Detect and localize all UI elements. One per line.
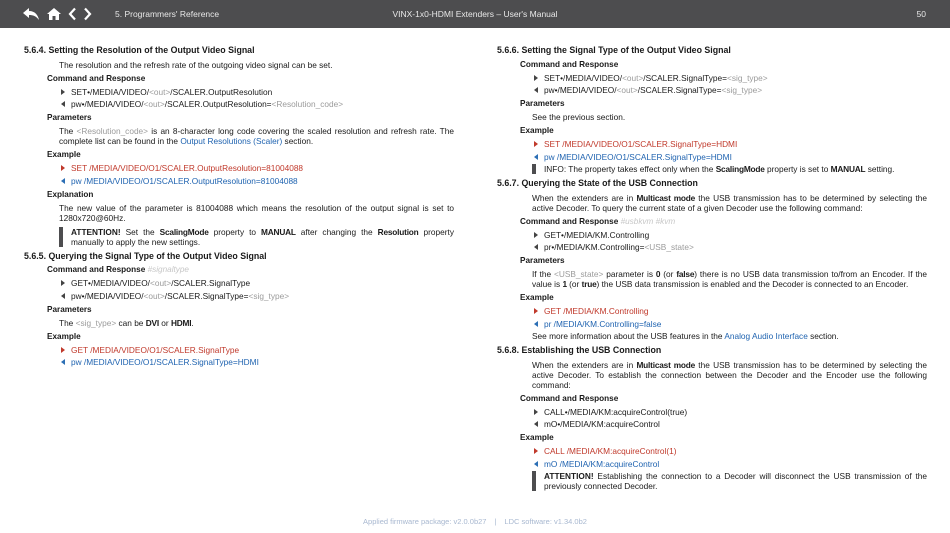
arrow-right-icon: [61, 280, 65, 286]
arrow-left-icon: [61, 359, 65, 365]
parameters-text: The <sig_type> can be DVI or HDMI.: [59, 317, 194, 328]
section-intro: When the extenders are in Multicast mode the USB transmission has to be determined by selecting the active Decoder. To query the current state of a given Decoder use the following command:: [532, 192, 927, 213]
firmware-version: Applied firmware package: v2.0.0b27: [363, 517, 487, 526]
see-more-text: See more information about the USB features in the Analog Audio Interface section.: [532, 331, 839, 341]
arrow-left-icon: [534, 321, 538, 327]
breadcrumb[interactable]: 5. Programmers' Reference: [115, 9, 220, 19]
response-line: pr•/MEDIA/KM.Controlling=<USB_state>: [544, 242, 927, 252]
section-title-5-6-6: 5.6.6. Setting the Signal Type of the Output Video Signal: [497, 45, 731, 55]
subheading-explanation: Explanation: [47, 189, 94, 199]
example-command: CALL /MEDIA/KM:acquireControl(1): [544, 446, 927, 456]
subheading-example: Example: [47, 331, 81, 341]
command-line: GET•/MEDIA/KM.Controlling: [544, 230, 927, 240]
explanation-text: The new value of the parameter is 81004088 which means the resolution of the output signal is set to 1280x720@60Hz.: [59, 202, 454, 223]
parameters-text: If the <USB_state> parameter is 0 (or false) there is no USB data transmission to/from an Encoder. If the value is 1 (or true) the USB data transmission is enabled and the Decoder is connected to an Encoder.: [532, 269, 927, 289]
example-command: GET /MEDIA/VIDEO/O1/SCALER.SignalType: [71, 345, 454, 355]
command-line: SET•/MEDIA/VIDEO/<out>/SCALER.OutputResolution: [71, 87, 454, 97]
subheading-parameters: Parameters: [520, 99, 565, 108]
link-output-resolutions[interactable]: Output Resolutions (Scaler): [180, 136, 283, 146]
subheading-command-response: Command and Response #signaltype: [47, 265, 189, 274]
section-title-5-6-4: 5.6.4. Setting the Resolution of the Output Video Signal: [24, 45, 255, 55]
example-response: mO /MEDIA/KM:acquireControl: [544, 459, 927, 469]
arrow-right-icon: [61, 347, 65, 353]
subheading-example: Example: [47, 150, 81, 159]
subheading-example: Example: [520, 293, 554, 302]
example-response: pw /MEDIA/VIDEO/O1/SCALER.SignalType=HDMI: [544, 152, 927, 162]
arrow-left-icon: [534, 461, 538, 467]
response-line: mO•/MEDIA/KM:acquireControl: [544, 419, 927, 429]
ldc-version: LDC software: v1.34.0b2: [504, 517, 587, 526]
arrow-right-icon: [61, 89, 65, 95]
arrow-left-icon: [534, 87, 538, 93]
subheading-command-response: Command and Response: [520, 393, 619, 403]
subheading-command-response: Command and Response #usbkvm #kvm: [520, 216, 676, 226]
example-response: pw /MEDIA/VIDEO/O1/SCALER.OutputResolution=81004088: [71, 176, 454, 186]
arrow-right-icon: [534, 448, 538, 454]
response-line: pw•/MEDIA/VIDEO/<out>/SCALER.SignalType=<sig_type>: [71, 291, 454, 301]
subheading-example: Example: [520, 126, 554, 135]
arrow-right-icon: [534, 75, 538, 81]
attention-note: ATTENTION! Set the ScalingMode property to MANUAL after changing the Resolution property manually to apply the new settings.: [59, 227, 454, 247]
arrow-right-icon: [534, 308, 538, 314]
subheading-parameters: Parameters: [520, 256, 565, 265]
left-column: [24, 45, 454, 370]
example-response: pr /MEDIA/KM.Controlling=false: [544, 319, 927, 329]
command-line: GET•/MEDIA/VIDEO/<out>/SCALER.SignalType: [71, 278, 454, 288]
top-bar: [0, 0, 950, 28]
parameters-text: See the previous section.: [532, 112, 626, 122]
subheading-command-response: Command and Response: [520, 59, 619, 69]
attention-note: ATTENTION! Establishing the connection to a Decoder will disconnect the USB transmission of the previously connected Decoder.: [532, 471, 927, 491]
arrow-right-icon: [534, 409, 538, 415]
arrow-left-icon: [61, 293, 65, 299]
subheading-command-response: Command and Response: [47, 73, 146, 83]
response-line: pw•/MEDIA/VIDEO/<out>/SCALER.SignalType=<sig_type>: [544, 85, 927, 95]
response-line: pw•/MEDIA/VIDEO/<out>/SCALER.OutputResolution=<Resolution_code>: [71, 99, 454, 109]
link-analog-audio-interface[interactable]: Analog Audio Interface: [724, 331, 808, 341]
subheading-parameters: Parameters: [47, 304, 92, 314]
document-title: VINX-1x0-HDMI Extenders – User's Manual: [392, 9, 558, 19]
parameters-text: The <Resolution_code> is an 8-character long code covering the scaled resolution and refresh rate. The complete list can be found in the Output Resolutions (Scaler) section.: [59, 126, 454, 146]
arrow-right-icon: [61, 165, 65, 171]
arrow-right-icon: [534, 141, 538, 147]
section-intro: When the extenders are in Multicast mode the USB transmission has to be determined by selecting the active Decoder. To establish the connection between the Decoder and the Encoder use the following command:: [532, 359, 927, 390]
arrow-left-icon: [534, 421, 538, 427]
arrow-right-icon: [534, 232, 538, 238]
arrow-left-icon: [61, 178, 65, 184]
example-command: SET /MEDIA/VIDEO/O1/SCALER.SignalType=HDMI: [544, 139, 927, 149]
example-response: pw /MEDIA/VIDEO/O1/SCALER.SignalType=HDMI: [71, 357, 454, 367]
subheading-example: Example: [520, 433, 554, 442]
section-title-5-6-5: 5.6.5. Querying the Signal Type of the Output Video Signal: [24, 250, 267, 261]
arrow-left-icon: [534, 244, 538, 250]
command-line: SET•/MEDIA/VIDEO/<out>/SCALER.SignalType=<sig_type>: [544, 73, 927, 83]
arrow-left-icon: [61, 101, 65, 107]
footer-separator: |: [494, 517, 497, 526]
page-number: 50: [916, 9, 926, 19]
subheading-parameters: Parameters: [47, 113, 92, 122]
info-note: INFO: The property takes effect only when the ScalingMode property is set to MANUAL setting.: [532, 164, 927, 174]
example-command: GET /MEDIA/KM.Controlling: [544, 306, 927, 316]
section-title-5-6-8: 5.6.8. Establishing the USB Connection: [497, 345, 662, 355]
section-intro: The resolution and the refresh rate of the outgoing video signal can be set.: [59, 59, 333, 70]
footer: [0, 517, 950, 526]
example-command: SET /MEDIA/VIDEO/O1/SCALER.OutputResolution=81004088: [71, 163, 454, 173]
command-line: CALL•/MEDIA/KM:acquireControl(true): [544, 407, 927, 417]
section-title-5-6-7: 5.6.7. Querying the State of the USB Connection: [497, 178, 698, 188]
right-column: [497, 45, 927, 495]
arrow-left-icon: [534, 154, 538, 160]
